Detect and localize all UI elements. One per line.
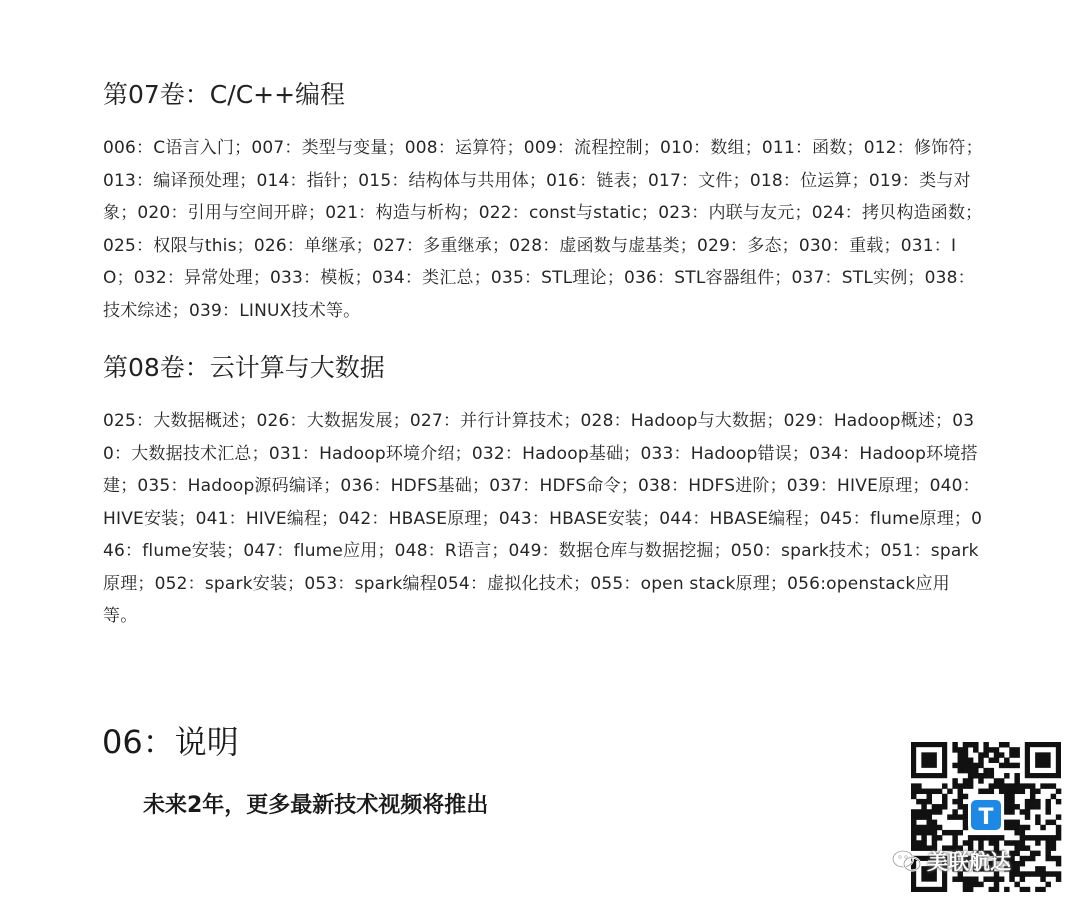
volume-08-title: 第08卷：云计算与大数据 bbox=[103, 353, 385, 382]
volume-07-title: 第07卷：C/C++编程 bbox=[103, 80, 346, 109]
note-text: 未来2年，更多最新技术视频将推出 bbox=[143, 793, 489, 818]
watermark-text: 美联航达 bbox=[927, 850, 1011, 874]
volume-07-course-list: 006：C语言入门；007：类型与变量；008：运算符；009：流程控制；010：数组；011：函数；012：修饰符；013：编译预处理；014：指针；015：结构体与共用体；016：链表；017：文件；018：位运算；019：类与对象；020：引用与空间开辟；021：构造与析构；022：const与static；023：内联与友元；024：拷贝构造函数；025：权限与this；026：单继承；027：多重继承；028：虚函数与虚基类；029：多态；030：重载；031：IO；032：异常处理；033：模板；034：类汇总；035：STL理论；036：STL容器组件；037：STL实例；038：技术综述；039：LINUX技术等。 bbox=[103, 138, 983, 321]
note-heading: 06：说明 bbox=[102, 723, 239, 761]
qr-center-logo: T bbox=[968, 797, 1004, 833]
watermark bbox=[892, 846, 1011, 876]
volume-08-course-list: 025：大数据概述；026：大数据发展；027：并行计算技术；028：Hadoop与大数据；029：Hadoop概述；030：大数据技术汇总；031：Hadoop环境介绍；032：Hadoop基础；033：Hadoop错误；034：Hadoop环境搭建；035：Hadoop源码编译；036：HDFS基础；037：HDFS命令；038：HDFS进阶；039：HIVE原理；040：HIVE安装；041：HIVE编程；042：HBASE原理；043：HBASE安装；044：HBASE编程；045：flume原理；046：flume安装；047：flume应用；048：R语言；049：数据仓库与数据挖掘；050：spark技术；051：spark原理；052：spark安装；053：spark编程054：虚拟化技术；055：open stack原理；056:openstack应用等。 bbox=[103, 411, 983, 626]
wechat-icon bbox=[892, 849, 922, 873]
